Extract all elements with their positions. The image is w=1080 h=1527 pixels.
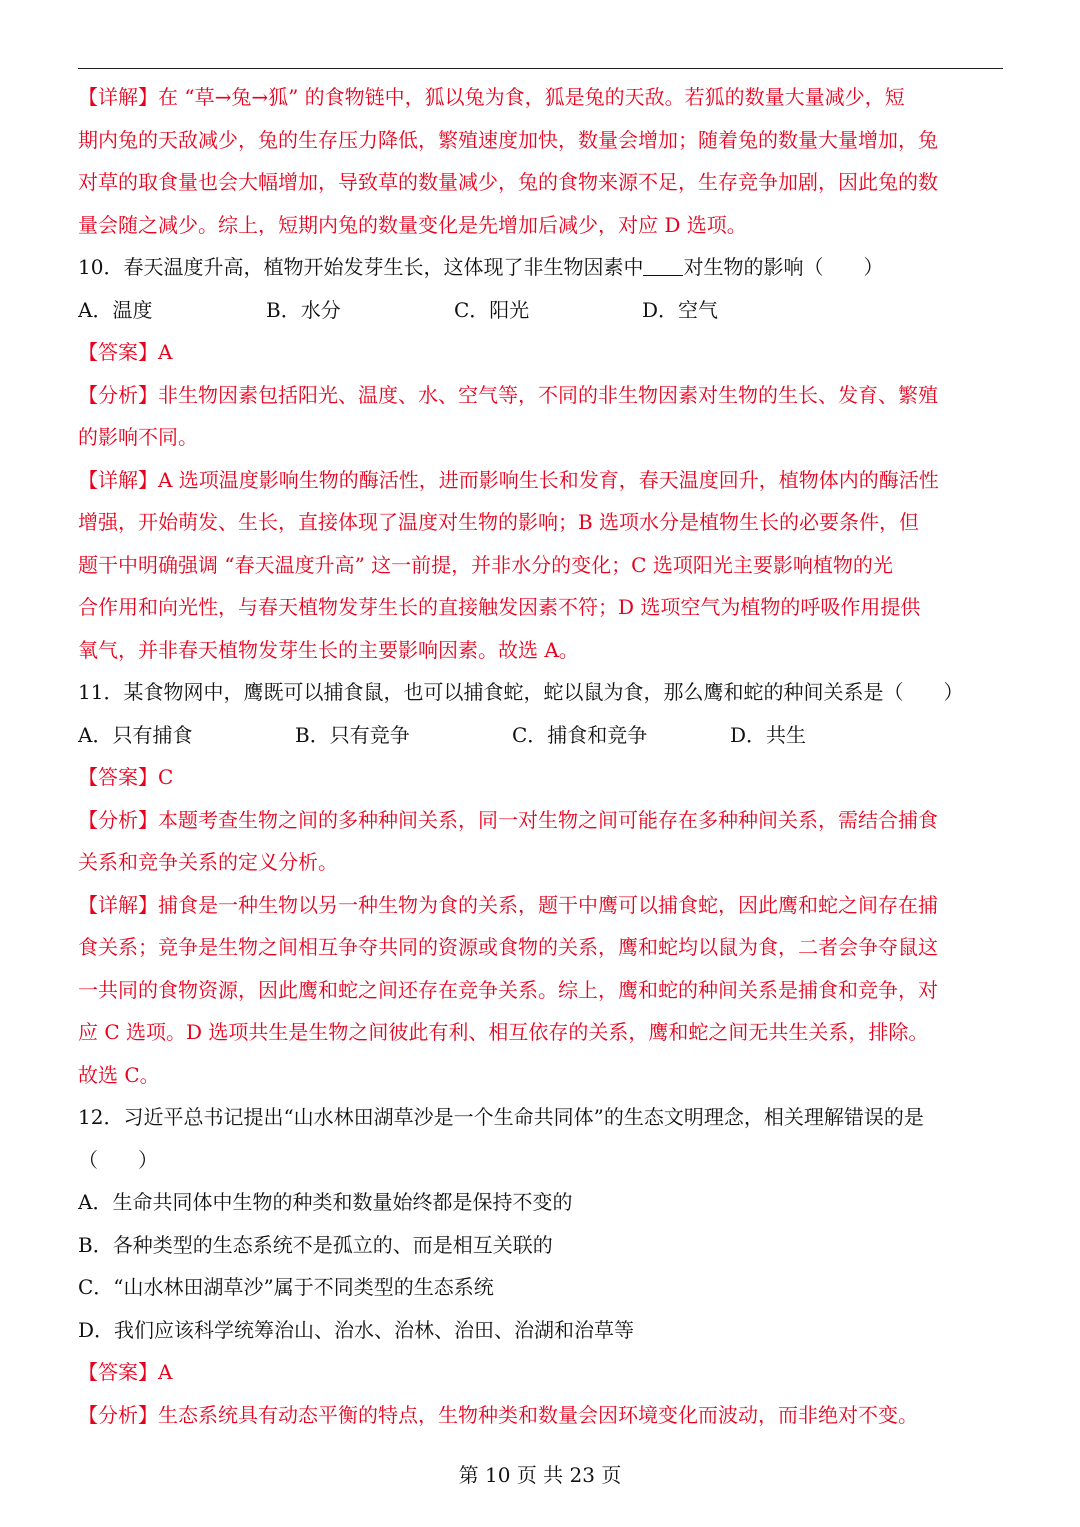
page-number-footer: 第 10 页 共 23 页 xyxy=(458,1463,622,1487)
q11-stem: 11．某食物网中，鹰既可以捕食鼠，也可以捕食蛇，蛇以鼠为食，那么鹰和蛇的种间关系是（ ） xyxy=(78,680,964,704)
page-content xyxy=(78,76,1003,1436)
q10-analysis-line: 的影响不同。 xyxy=(78,425,198,449)
q9-detail-line: 【详解】在 “草→兔→狐” 的食物链中，狐以兔为食，狐是兔的天敌。若狐的数量大量减少，短 xyxy=(78,85,905,109)
q11-detail-line: 一共同的食物资源，因此鹰和蛇之间还存在竞争关系。综上，鹰和蛇的种间关系是捕食和竞争，对 xyxy=(78,977,938,1002)
q12-answer: 【答案】A xyxy=(78,1360,173,1384)
q11-analysis-line: 关系和竞争关系的定义分析。 xyxy=(78,850,338,874)
q12-stem: 12．习近平总书记提出“山水林田湖草沙是一个生命共同体”的生态文明理念，相关理解错误的是 xyxy=(78,1105,924,1129)
q10-option-a: A．温度 xyxy=(78,297,153,322)
q10-detail-line: 【详解】A 选项温度影响生物的酶活性，进而影响生长和发育，春天温度回升，植物体内的酶活性 xyxy=(78,467,939,492)
q11-detail-line: 食关系；竞争是生物之间相互争夺共同的资源或食物的关系，鹰和蛇均以鼠为食，二者会争夺鼠这 xyxy=(78,935,938,959)
q9-detail-line: 对草的取食量也会大幅增加，导致草的数量减少，兔的食物来源不足，生存竞争加剧，因此兔的数 xyxy=(78,170,938,194)
q10-stem-after: 对生物的影响（ ） xyxy=(683,255,884,279)
q10-detail-line: 增强，开始萌发、生长，直接体现了温度对生物的影响；B 选项水分是植物生长的必要条件，但 xyxy=(78,510,920,534)
q11-detail-line: 【详解】捕食是一种生物以另一种生物为食的关系，题干中鹰可以捕食蛇，因此鹰和蛇之间存在捕 xyxy=(78,892,938,917)
q9-detail-line: 量会随之减少。综上，短期内兔的数量变化是先增加后减少，对应 D 选项。 xyxy=(78,212,747,237)
q10-detail-line: 氧气，并非春天植物发芽生长的主要影响因素。故选 A。 xyxy=(78,637,579,662)
q11-option-b: B．只有竞争 xyxy=(295,722,410,747)
q11-detail-line: 应 C 选项。D 选项共生是生物之间彼此有利、相互依存的关系，鹰和蛇之间无共生关系，排除。 xyxy=(78,1020,929,1044)
q10-detail-line: 题干中明确强调 “春天温度升高” 这一前提，并非水分的变化；C 选项阳光主要影响植物的光 xyxy=(78,552,893,577)
q10-option-c: C．阳光 xyxy=(454,297,530,322)
q11-detail-line: 故选 C。 xyxy=(78,1062,160,1087)
q10-analysis-line: 【分析】非生物因素包括阳光、温度、水、空气等，不同的非生物因素对生物的生长、发育、繁殖 xyxy=(78,382,938,407)
q11-answer: 【答案】C xyxy=(78,765,174,789)
q12-option-c: C．“山水林田湖草沙”属于不同类型的生态系统 xyxy=(78,1275,494,1299)
q10-answer: 【答案】A xyxy=(78,340,173,364)
q10-detail-line: 合作用和向光性，与春天植物发芽生长的直接触发因素不符；D 选项空气为植物的呼吸作用提供 xyxy=(78,595,921,619)
q12-option-a: A．生命共同体中生物的种类和数量始终都是保持不变的 xyxy=(78,1190,573,1214)
header-rule xyxy=(78,68,1003,69)
q10-option-b: B．水分 xyxy=(266,297,341,322)
q11-option-d: D．共生 xyxy=(730,722,807,747)
q10-stem-before: 10．春天温度升高，植物开始发芽生长，这体现了非生物因素中 xyxy=(78,255,644,279)
q10-option-d: D．空气 xyxy=(642,297,719,322)
q11-options xyxy=(78,714,1003,757)
q10-options xyxy=(78,289,1003,332)
q10-stem xyxy=(78,246,1003,289)
q11-analysis-line: 【分析】本题考查生物之间的多种种间关系，同一对生物之间可能存在多种种间关系，需结合捕食 xyxy=(78,807,938,832)
q10-blank xyxy=(643,255,683,276)
q12-paren: （ ） xyxy=(78,1147,158,1172)
q9-detail-line: 期内兔的天敌减少，兔的生存压力降低，繁殖速度加快，数量会增加；随着兔的数量大量增加，兔 xyxy=(78,127,938,152)
q11-option-a: A．只有捕食 xyxy=(78,722,193,747)
q12-option-d: D．我们应该科学统筹治山、治水、治林、治田、治湖和治草等 xyxy=(78,1317,635,1342)
q12-option-b: B．各种类型的生态系统不是孤立的、而是相互关联的 xyxy=(78,1232,553,1257)
q12-analysis: 【分析】生态系统具有动态平衡的特点，生物种类和数量会因环境变化而波动，而非绝对不变。 xyxy=(78,1402,918,1427)
q11-option-c: C．捕食和竞争 xyxy=(512,722,648,747)
